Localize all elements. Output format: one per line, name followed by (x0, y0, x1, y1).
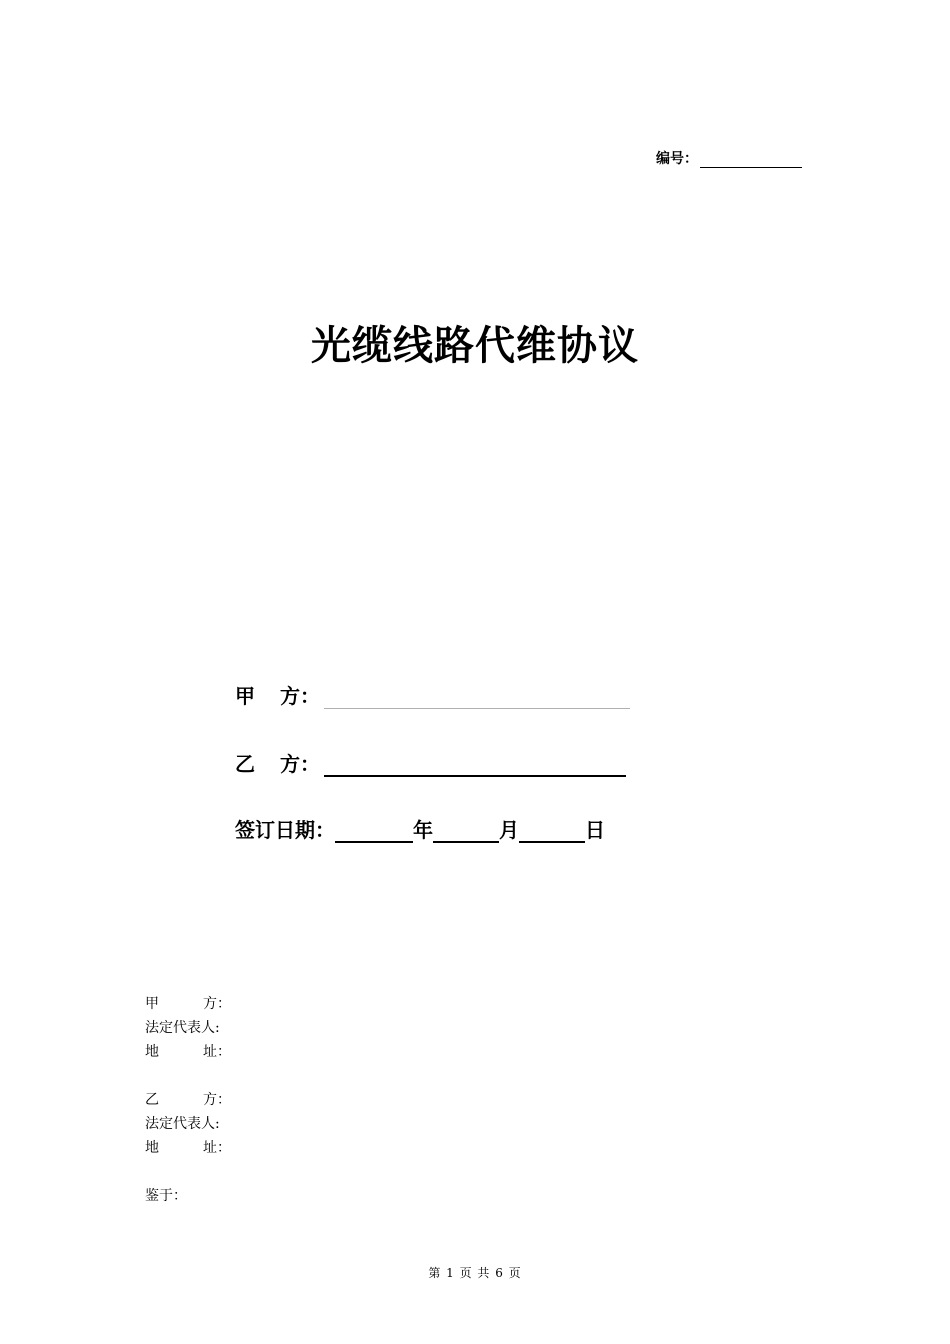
serial-number (656, 148, 802, 168)
cover-sign-date (235, 814, 605, 843)
info-party-b-rep: 法定代表人: (145, 1116, 220, 1132)
cover-party-b-label-2: 方： (280, 752, 320, 776)
info-party-b-char-2: 方： (203, 1092, 231, 1108)
sign-date-label: 签订日期： (235, 818, 335, 842)
cover-party-a-label-1: 甲 (235, 684, 255, 708)
info-party-a-addr-1: 地 (145, 1044, 159, 1060)
sign-date-month-blank[interactable] (433, 819, 499, 843)
sign-date-day-blank[interactable] (519, 819, 585, 843)
info-party-a-char-1: 甲 (145, 996, 159, 1012)
cover-party-a (235, 680, 630, 709)
info-party-b-addr-1: 地 (145, 1140, 159, 1156)
info-party-b-addr-2: 址： (203, 1140, 231, 1156)
serial-number-label: 编号： (656, 151, 698, 167)
cover-party-a-label-2: 方： (280, 684, 320, 708)
info-party-a-char-2: 方： (203, 996, 231, 1012)
info-party-b-char-1: 乙 (145, 1092, 159, 1108)
cover-party-a-blank[interactable] (324, 686, 630, 709)
cover-party-b (235, 748, 626, 777)
sign-date-month-label: 月 (499, 818, 519, 842)
cover-party-b-label-1: 乙 (235, 752, 255, 776)
sign-date-year-blank[interactable] (335, 819, 413, 843)
info-party-b (145, 1089, 231, 1109)
sign-date-year-label: 年 (413, 818, 433, 842)
info-party-a-rep: 法定代表人: (145, 1020, 220, 1036)
page-number: 第 1 页 共 6 页 (428, 1266, 522, 1280)
sign-date-day-label: 日 (585, 818, 605, 842)
info-party-a-address (145, 1041, 231, 1061)
info-party-a-addr-2: 址： (203, 1044, 231, 1060)
document-title: 光缆线路代维协议 (311, 323, 639, 369)
info-party-a (145, 993, 231, 1013)
info-party-b-address (145, 1137, 231, 1157)
whereas-label: 鉴于： (145, 1188, 187, 1204)
serial-number-blank[interactable] (700, 151, 802, 168)
cover-party-b-blank[interactable] (324, 753, 626, 777)
